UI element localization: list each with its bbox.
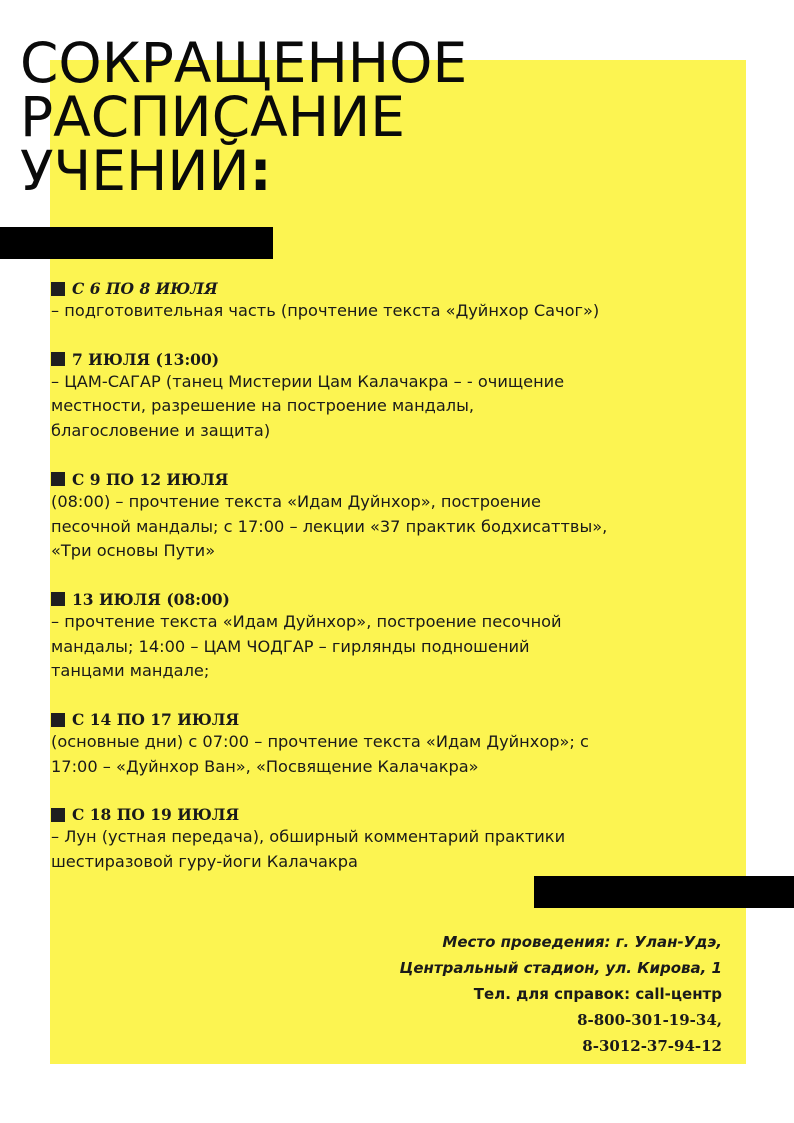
bullet-square-icon	[51, 352, 65, 366]
phone-number-2: 8-3012-37-94-12	[582, 1037, 722, 1055]
schedule-entry-head	[51, 349, 651, 370]
schedule-entry	[51, 469, 651, 564]
title-colon: :	[249, 139, 272, 203]
schedule-list	[51, 278, 651, 900]
schedule-entry-head	[51, 804, 651, 825]
schedule-entry-text: (основные дни) с 07:00 – прочтение текста «Идам Дуйнхор»; с 17:00 – «Дуйнхор Ван», «Посвящение Калачакра»	[51, 732, 589, 776]
schedule-entry-date: С 14 ПО 17 ИЮЛЯ	[72, 710, 240, 730]
title-line-1: СОКРАЩЕННОЕ	[20, 31, 468, 95]
bullet-square-icon	[51, 713, 65, 727]
schedule-entry	[51, 804, 651, 874]
title-line-2: РАСПИСАНИЕ	[20, 85, 405, 149]
schedule-entry-head	[51, 589, 651, 610]
schedule-entry-date: С 18 ПО 19 ИЮЛЯ	[72, 805, 240, 825]
bullet-square-icon	[51, 592, 65, 606]
schedule-entry-date: С 6 ПО 8 ИЮЛЯ	[72, 279, 218, 298]
schedule-entry-text: – ЦАМ-САГАР (танец Мистерии Цам Калачакра – - очищение местности, разрешение на построение мандалы, благословение и защита)	[51, 371, 565, 441]
bullet-square-icon	[51, 808, 65, 822]
decorative-bar-right	[534, 876, 794, 908]
schedule-entry	[51, 589, 651, 684]
schedule-entry-date: 7 ИЮЛЯ (13:00)	[72, 349, 220, 369]
schedule-entry-date: С 9 ПО 12 ИЮЛЯ	[72, 469, 229, 489]
schedule-entry-text: (08:00) – прочтение текста «Идам Дуйнхор», построение песочной мандалы; с 17:00 – лекции «37 практик бодхисаттвы», «Три основы Пути»	[51, 491, 608, 561]
phone-number-1: 8-800-301-19-34,	[577, 1011, 722, 1029]
schedule-entry-text: – Лун (устная передача), обширный комментарий практики шестиразовой гуру-йоги Калачакра	[51, 827, 566, 872]
bullet-square-icon	[51, 282, 65, 296]
title-line-3	[20, 139, 580, 203]
venue-line-2: Центральный стадион, ул. Кирова, 1	[399, 959, 722, 977]
schedule-entry-text: – подготовительная часть (прочтение текста «Дуйнхор Сачог»)	[51, 301, 600, 320]
schedule-entry	[51, 349, 651, 444]
schedule-entry-text: – прочтение текста «Идам Дуйнхор», построение песочной мандалы; 14:00 – ЦАМ ЧОДГАР – гирлянды подношений танцами мандале;	[51, 611, 562, 681]
schedule-entry-head	[51, 469, 651, 490]
page-title	[20, 31, 580, 203]
title-line-3-text: УЧЕНИЙ	[20, 139, 250, 203]
schedule-entry-head	[51, 709, 651, 730]
schedule-entry	[51, 278, 651, 324]
schedule-entry	[51, 709, 651, 779]
phone-label: Тел. для справок: call-центр	[473, 985, 722, 1003]
schedule-entry-head	[51, 278, 651, 299]
schedule-entry-date: 13 ИЮЛЯ (08:00)	[72, 589, 230, 609]
bullet-square-icon	[51, 472, 65, 486]
contact-info	[322, 929, 722, 1059]
decorative-bar-top	[0, 227, 273, 259]
venue-line-1: Место проведения: г. Улан-Удэ,	[442, 933, 722, 951]
